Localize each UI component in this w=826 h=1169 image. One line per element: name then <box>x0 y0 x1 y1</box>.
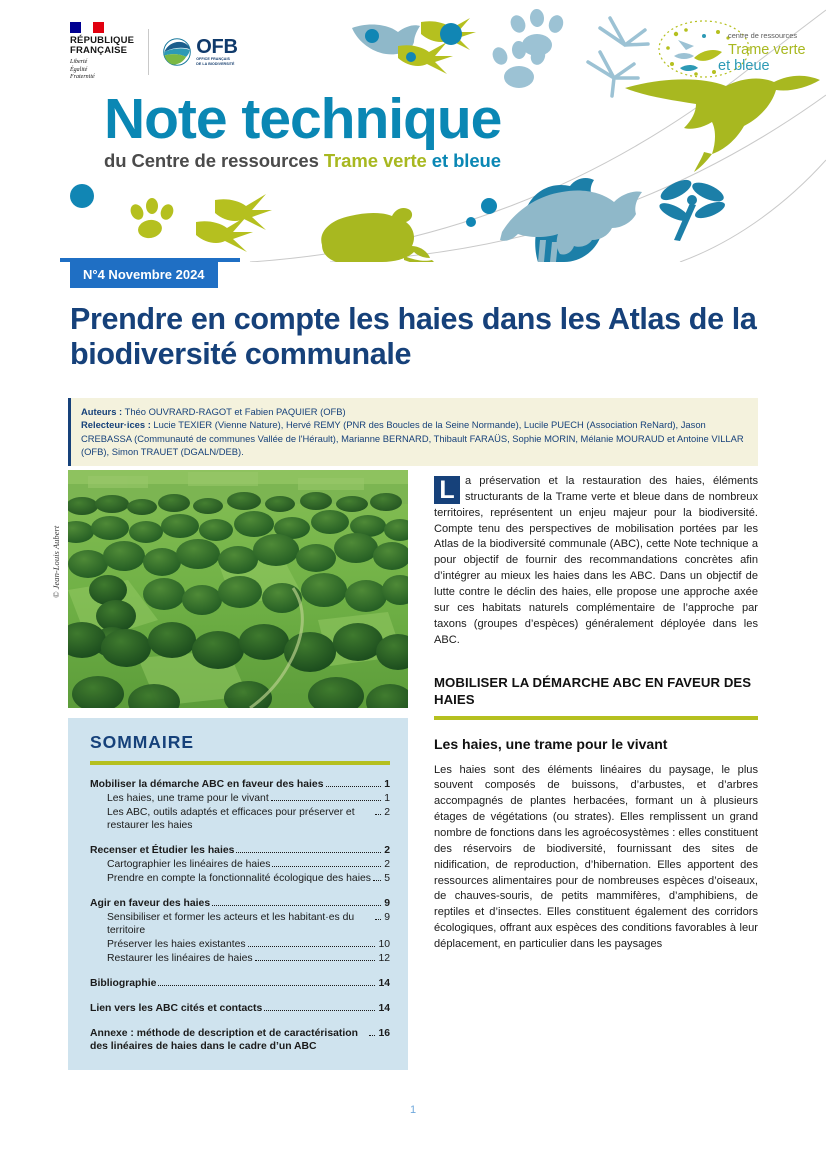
toc-group <box>90 844 390 885</box>
cr-line2: Trame verte <box>728 42 806 58</box>
paw-print-icon <box>490 40 548 88</box>
body-paragraph: Les haies sont des éléments linéaires du paysage, le plus souvent composés de buissons, d’arbustes, et d’arbres accompagnés de plantes herbacées, formant un à plusieurs étages de végétations (ou strates). Elles remplissent un grand nombre de fonctions dans les agroécosystèmes : elles constituent des réservoirs de biodiversité, fournissant des sites de nidification, de reproduction, d’hibernation. Elles apportent des ressources alimentaires pour de nombreuses espèces d’oiseaux, de chauves-souris, de petits mammifères, d’amphibiens, de reptiles et d’insectes. Elles constituent également des corridors écologiques, offrant aux espèces des conditions favorables à leur déplacement, en particulier dans les paysages <box>434 763 758 951</box>
toc-entry-label: Agir en faveur des haies <box>90 897 211 909</box>
masthead-subtitle <box>104 150 501 172</box>
reviewers-names: Lucie TEXIER (Vienne Nature), Hervé REMY (PNR des Boucles de la Seine Normande), Lucile PUECH (Association ReNard), Jason CREBASSA (Communauté de communes Vallée de l'Hérault), Marianne BERNARD, Thibault FARAÜS, Sophie MORIN, Mélanie MOURAUD et Antoine VILLAR (OFB), Simon TRAUET (DGALN/DEB). <box>81 419 744 458</box>
toc-leader-dots <box>272 866 381 867</box>
toc-entry[interactable] <box>90 792 390 806</box>
toc-entry-label: Les ABC, outils adaptés et efficaces pour préserver et restaurer les haies <box>107 806 355 832</box>
toc-group <box>90 1027 390 1055</box>
french-flag-icon <box>70 22 104 33</box>
toc-entry-label: Prendre en compte la fonctionnalité écologique des haies <box>107 872 371 884</box>
sommaire-panel <box>68 718 408 1070</box>
toc-entry[interactable] <box>90 858 390 872</box>
toc-group <box>90 1002 390 1016</box>
toc-entry[interactable] <box>90 897 390 911</box>
toc-entry-label: Préserver les haies existantes <box>107 939 246 951</box>
toc-entry-page: 1 <box>384 779 390 790</box>
toc-entry[interactable] <box>90 1027 390 1055</box>
logo-row <box>70 22 238 82</box>
toc-leader-dots <box>248 946 376 947</box>
toc-entry[interactable] <box>90 872 390 886</box>
reviewers-line <box>81 418 748 458</box>
republique-francaise-logo <box>70 22 134 82</box>
logo-divider <box>148 29 149 75</box>
toc-entry-label: Cartographier les linéaires de haies <box>107 859 271 871</box>
paw-print-icon <box>128 198 175 240</box>
toc-entry-label: Sensibiliser et former les acteurs et les habitant·es du territoire <box>107 911 355 937</box>
authors-block <box>68 398 758 466</box>
subsection-heading: Les haies, une trame pour le vivant <box>434 735 668 752</box>
toc-entry-page: 10 <box>378 939 390 951</box>
toc-group <box>90 897 390 966</box>
ofb-mark-icon <box>163 38 191 66</box>
bird-track-icon <box>196 194 272 252</box>
toc-leader-dots <box>158 985 375 986</box>
page-number: 1 <box>409 1104 417 1116</box>
toc-entry[interactable] <box>90 806 390 834</box>
table-of-contents <box>90 778 390 1054</box>
intro-paragraph <box>434 474 758 648</box>
republique-line2: FRANÇAISE <box>70 45 128 57</box>
toc-leader-dots <box>212 905 381 906</box>
toc-entry[interactable] <box>90 778 390 792</box>
toc-group <box>90 977 390 991</box>
masthead-title: Note technique <box>104 87 502 151</box>
toc-leader-dots <box>326 786 382 787</box>
motto-liberte: Liberté <box>70 59 88 66</box>
drop-cap: L <box>434 476 460 504</box>
main-column <box>434 474 758 953</box>
toc-entry[interactable] <box>90 844 390 858</box>
section-heading: MOBILISER LA DÉMARCHE ABC EN FAVEUR DES HAIES <box>434 675 752 708</box>
toc-entry-page: 5 <box>384 872 390 884</box>
toc-leader-dots <box>255 960 376 961</box>
toc-leader-dots <box>369 1035 375 1036</box>
ofb-line1: OFFICE FRANÇAIS <box>196 57 231 62</box>
authors-label: Auteurs : <box>81 406 123 417</box>
republique-line1: RÉPUBLIQUE <box>70 35 135 46</box>
toc-entry-label: Restaurer les linéaires de haies <box>107 953 253 965</box>
masthead <box>104 87 502 172</box>
toc-leader-dots <box>236 852 381 853</box>
cr-line3: et bleue <box>718 58 770 74</box>
masthead-sub-prefix: du Centre de ressources <box>104 149 324 171</box>
toc-entry-page: 2 <box>384 845 390 857</box>
toc-leader-dots <box>375 919 381 920</box>
toc-entry-page: 2 <box>384 806 390 818</box>
page-header <box>0 0 826 262</box>
sommaire-rule <box>90 761 390 765</box>
toc-group <box>90 778 390 833</box>
centre-ressources-tvb-logo <box>656 16 806 84</box>
reviewers-label: Relecteur·ices : <box>81 419 151 431</box>
toc-entry[interactable] <box>90 977 390 991</box>
masthead-sub-blue: et bleue <box>426 149 501 171</box>
motto-fraternite: Fraternité <box>70 74 95 81</box>
toc-entry[interactable] <box>90 952 390 966</box>
issue-badge: N°4 Novembre 2024 <box>70 262 218 288</box>
hero-photo-wrapper <box>51 470 408 708</box>
sommaire-title: SOMMAIRE <box>90 732 194 752</box>
dot-decoration <box>466 217 476 227</box>
bird-silhouette-icon <box>625 76 820 172</box>
dot-decoration <box>70 184 94 208</box>
bird-footprint-icon <box>588 18 648 96</box>
authors-names: Théo OUVRARD-RAGOT et Fabien PAQUIER (OFB) <box>122 406 346 417</box>
toc-entry-page: 2 <box>384 859 390 871</box>
toc-leader-dots <box>373 880 381 881</box>
page-title: Prendre en compte les haies dans les Atlas de la biodiversité communale <box>70 302 757 372</box>
dot-decoration <box>481 198 497 214</box>
ofb-logo <box>163 38 238 66</box>
authors-line <box>81 405 748 418</box>
toc-entry-label: Lien vers les ABC cités et contacts <box>90 1002 263 1014</box>
section-heading-rule <box>434 716 758 720</box>
toc-entry-label: Mobiliser la démarche ABC en faveur des haies <box>90 779 324 790</box>
toc-entry[interactable] <box>90 911 390 939</box>
toc-entry-label: Bibliographie <box>90 977 157 989</box>
toc-entry-label: Recenser et Étudier les haies <box>90 845 235 857</box>
cr-line1: centre de ressources <box>728 31 798 40</box>
dot-decoration <box>406 52 416 62</box>
masthead-sub-green: Trame verte <box>323 149 427 171</box>
bocage-aerial-photo <box>68 470 408 708</box>
toc-leader-dots <box>264 1010 375 1011</box>
photo-credit: © Jean-Louis Aubert <box>51 525 61 598</box>
toc-entry-page: 9 <box>384 897 390 909</box>
toc-entry-page: 1 <box>384 792 390 804</box>
toc-leader-dots <box>375 814 381 815</box>
toc-entry-page: 16 <box>378 1027 390 1039</box>
dragonfly-silhouette-icon <box>657 176 727 241</box>
toc-entry[interactable] <box>90 938 390 952</box>
intro-text: a préservation et la restauration des haies, éléments structurants de la Trame verte et bleue dans de nombreux territoires, représentent un enjeu majeur pour la biodiversité. Compte tenu des perspectives de mobilisation portées par les Atlas de la biodiversité communale (ABC), cette Note technique a pour objectif de fournir des recommandations concrètes afin d’intégrer au mieux les haies dans les ABC. Dans un objectif de lutte contre le déclin des haies, elle propose une approche axée sur ces habitats naturels complémentaire de l’approche par taxons (groupes d’espèces) généralement déployée dans les ABC. <box>434 475 758 646</box>
motto-egalite: Égalité <box>70 66 88 73</box>
toc-entry-page: 14 <box>378 1002 390 1014</box>
ofb-line2: DE LA BIODIVERSITÉ <box>196 61 235 66</box>
dot-decoration <box>440 23 462 45</box>
ofb-acronym: OFB <box>196 36 238 59</box>
toc-entry-page: 14 <box>378 977 390 989</box>
toc-leader-dots <box>271 800 381 801</box>
toc-entry-label: Annexe : méthode de description et de caractérisation des linéaires de haies dans le cadre d’un ABC <box>90 1027 358 1053</box>
toc-entry[interactable] <box>90 1002 390 1016</box>
toc-entry-page: 12 <box>378 953 390 965</box>
toc-entry-label: Les haies, une trame pour le vivant <box>107 792 269 804</box>
toc-entry-page: 9 <box>384 911 390 923</box>
